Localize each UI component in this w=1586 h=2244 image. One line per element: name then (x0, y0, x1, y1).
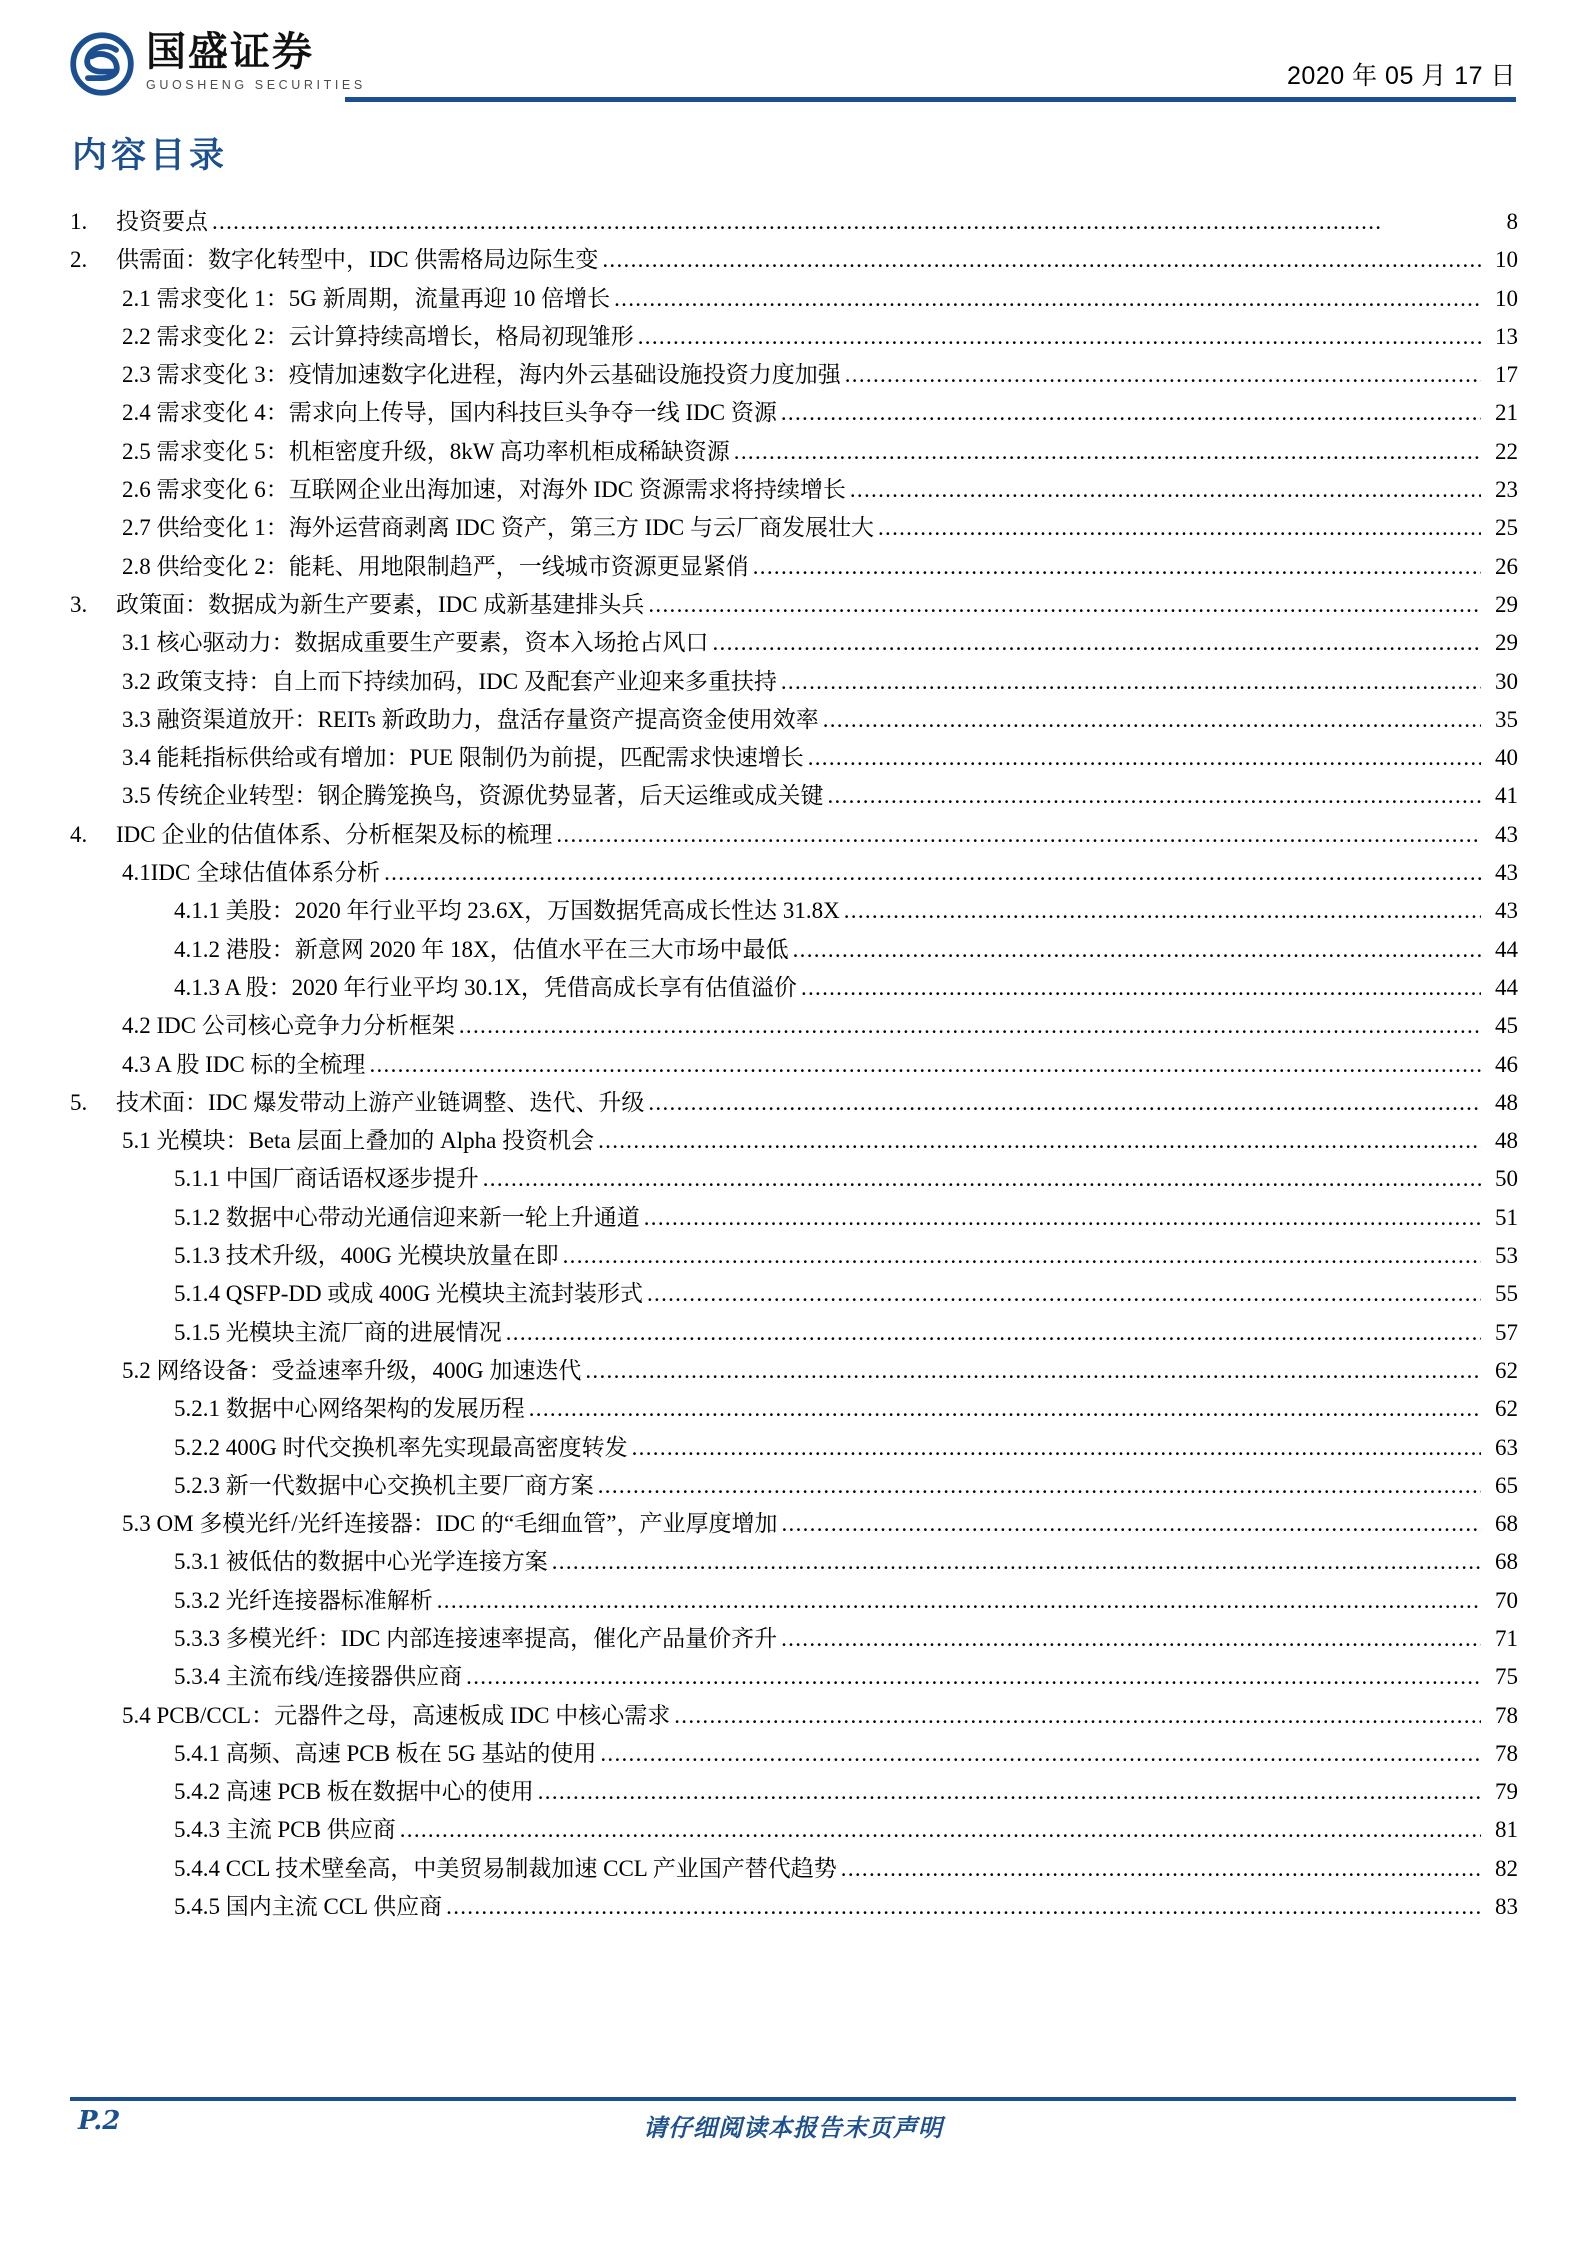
toc-entry-page: 44 (1495, 974, 1518, 1000)
toc-entry-number: 3. (70, 591, 88, 617)
toc-entry-page: 35 (1495, 706, 1518, 732)
toc-entry-label: 5.3.3 多模光纤：IDC 内部连接速率提高，催化产品量价齐升 (174, 1625, 778, 1651)
toc-leader-dots (602, 248, 1481, 271)
toc-entry[interactable] (70, 280, 1518, 318)
toc-entry-page: 29 (1495, 630, 1518, 656)
footer-disclaimer: 请仔细阅读本报告末页声明 (643, 2116, 943, 2142)
toc-leader-dots (563, 1244, 1481, 1267)
toc-leader-dots (648, 593, 1481, 616)
toc-entry[interactable] (70, 1084, 1518, 1122)
toc-entry[interactable] (70, 1237, 1518, 1275)
toc-entry-label: 5.1.2 数据中心带动光通信迎来新一轮上升通道 (174, 1204, 640, 1230)
toc-entry-page: 30 (1495, 668, 1518, 694)
toc-entry-page: 78 (1495, 1702, 1518, 1728)
toc-leader-dots (400, 1818, 1481, 1841)
toc-entry-label: 3.1 核心驱动力：数据成重要生产要素，资本入场抢占风口 (122, 630, 709, 656)
toc-entry-number: 4. (70, 821, 88, 847)
toc-entry-page: 26 (1495, 553, 1518, 579)
toc-entry-label: 5.1.5 光模块主流厂商的进展情况 (174, 1319, 502, 1345)
toc-entry[interactable] (70, 1390, 1518, 1428)
toc-entry-label: 4.1.2 港股：新意网 2020 年 18X，估值水平在三大市场中最低 (174, 936, 789, 962)
toc-entry[interactable] (70, 318, 1518, 356)
toc-entry[interactable] (70, 701, 1518, 739)
toc-entry-label: 5.4.1 高频、高速 PCB 板在 5G 基站的使用 (174, 1740, 597, 1766)
toc-entry[interactable] (70, 663, 1518, 701)
toc-leader-dots (713, 631, 1482, 654)
toc-leader-dots (638, 325, 1481, 348)
toc-leader-dots (734, 440, 1481, 463)
toc-entry[interactable] (70, 356, 1518, 394)
toc-entry-label: 5.4.2 高速 PCB 板在数据中心的使用 (174, 1779, 534, 1805)
toc-entry[interactable] (70, 1199, 1518, 1237)
report-date: 2020 年 05 月 17 日 (1287, 62, 1516, 90)
toc-entry-label: 5.4.3 主流 PCB 供应商 (174, 1817, 396, 1843)
page-header (0, 0, 1586, 118)
toc-leader-dots (781, 1627, 1481, 1650)
toc-entry[interactable] (70, 1811, 1518, 1849)
toc-entry-number: 5. (70, 1089, 88, 1115)
toc-entry-page: 68 (1495, 1549, 1518, 1575)
toc-entry-label: 5.1.3 技术升级，400G 光模块放量在即 (174, 1243, 559, 1269)
toc-leader-dots (823, 708, 1481, 731)
toc-leader-dots (614, 287, 1481, 310)
toc-entry-page: 75 (1495, 1664, 1518, 1690)
toc-entry-label: 5.4.4 CCL 技术壁垒高，中美贸易制裁加速 CCL 产业国产替代趋势 (174, 1855, 837, 1881)
toc-entry[interactable] (70, 1658, 1518, 1696)
toc-leader-dots (878, 516, 1481, 539)
toc-entry[interactable] (70, 1850, 1518, 1888)
toc-leader-dots (446, 1895, 1481, 1918)
toc-entry-page: 17 (1495, 362, 1518, 388)
brand-wordmark (146, 30, 366, 92)
page-footer (70, 2106, 1516, 2150)
toc-entry[interactable] (70, 586, 1518, 624)
toc-entry-label: 4.1IDC 全球估值体系分析 (122, 860, 381, 886)
toc-entry-label: 3.4 能耗指标供给或有增加：PUE 限制仍为前提，匹配需求快速增长 (122, 745, 804, 771)
toc-leader-dots (753, 555, 1481, 578)
toc-entry[interactable] (70, 203, 1518, 241)
toc-entry-label: 5.1 光模块：Beta 层面上叠加的 Alpha 投资机会 (122, 1128, 595, 1154)
toc-leader-dots (781, 1512, 1481, 1535)
brand-logo (70, 30, 366, 96)
toc-entry-number: 1. (70, 209, 88, 234)
toc-entry-label: 供需面：数字化转型中，IDC 供需格局边际生变 (116, 247, 599, 273)
toc-entry-page: 10 (1495, 285, 1518, 311)
toc-entry-label: 2.5 需求变化 5：机柜密度升级，8kW 高功率机柜成稀缺资源 (122, 438, 730, 464)
toc-entry-number: 2. (70, 247, 88, 273)
toc-entry[interactable] (70, 1046, 1518, 1084)
toc-entry[interactable] (70, 1314, 1518, 1352)
toc-entry[interactable] (70, 1620, 1518, 1658)
toc-entry-label: 5.1.4 QSFP-DD 或成 400G 光模块主流封装形式 (174, 1281, 643, 1307)
toc-entry-page: 23 (1495, 477, 1518, 503)
toc-entry[interactable] (70, 1543, 1518, 1581)
toc-entry-label: 5.3 OM 多模光纤/光纤连接器：IDC 的“毛细血管”，产业厚度增加 (122, 1511, 778, 1537)
toc-entry-label: 3.5 传统企业转型：钢企腾笼换鸟，资源优势显著，后天运维或成关键 (122, 783, 824, 809)
toc-entry-page: 29 (1495, 591, 1518, 617)
toc-entry-page: 43 (1495, 821, 1518, 847)
toc-entry-label: 3.3 融资渠道放开：REITs 新政助力，盘活存量资产提高资金使用效率 (122, 706, 819, 732)
header-divider (345, 97, 1516, 102)
toc-leader-dots (529, 1397, 1481, 1420)
toc-entry-page: 45 (1495, 1013, 1518, 1039)
toc-leader-dots (674, 1704, 1481, 1727)
toc-entry-label: 2.6 需求变化 6：互联网企业出海加速，对海外 IDC 资源需求将持续增长 (122, 477, 846, 503)
toc-entry-page: 21 (1495, 400, 1518, 426)
toc-leader-dots (801, 976, 1481, 999)
toc-entry-label: 投资要点 (116, 209, 208, 234)
toc-entry-page: 78 (1495, 1740, 1518, 1766)
toc-leader-dots (808, 746, 1481, 769)
toc-entry-page: 81 (1495, 1817, 1518, 1843)
toc-leader-dots (483, 1167, 1481, 1190)
toc-entry-page: 48 (1495, 1128, 1518, 1154)
toc-entry-page: 62 (1495, 1357, 1518, 1383)
toc-entry-page: 55 (1495, 1281, 1518, 1307)
toc-leader-dots (556, 823, 1481, 846)
toc-entry-page: 65 (1495, 1472, 1518, 1498)
toc-entry-page: 25 (1495, 515, 1518, 541)
toc-leader-dots (632, 1436, 1481, 1459)
toc-leader-dots (466, 1665, 1481, 1688)
toc-entry-label: 5.1.1 中国厂商话语权逐步提升 (174, 1166, 479, 1192)
toc-entry-page: 53 (1495, 1243, 1518, 1269)
toc-entry-label: 5.3.1 被低估的数据中心光学连接方案 (174, 1549, 548, 1575)
toc-leader-dots (598, 1474, 1481, 1497)
toc-entry-page: 43 (1495, 860, 1518, 886)
toc-entry-page: 63 (1495, 1434, 1518, 1460)
toc-entry[interactable] (70, 624, 1518, 662)
footer-page-number: P.2 (78, 2106, 121, 2136)
toc-leader-dots (841, 1857, 1481, 1880)
toc-entry-page: 62 (1495, 1396, 1518, 1422)
toc-leader-dots (850, 478, 1481, 501)
toc-entry-page: 46 (1495, 1051, 1518, 1077)
toc-entry[interactable] (70, 1773, 1518, 1811)
toc-entry-label: 5.4.5 国内主流 CCL 供应商 (174, 1894, 443, 1920)
toc-leader-dots (506, 1321, 1481, 1344)
toc-entry[interactable] (70, 1505, 1518, 1543)
toc-entry[interactable] (70, 931, 1518, 969)
toc-entry-page: 41 (1495, 783, 1518, 809)
toc-entry-label: 2.7 供给变化 1：海外运营商剥离 IDC 资产，第三方 IDC 与云厂商发展壮大 (122, 515, 874, 541)
footer-divider (70, 2097, 1516, 2101)
toc-entry-label: 5.2.3 新一代数据中心交换机主要厂商方案 (174, 1472, 594, 1498)
toc-entry-label: IDC 企业的估值体系、分析框架及标的梳理 (116, 821, 553, 847)
toc-entry-page: 68 (1495, 1511, 1518, 1537)
toc-entry-page: 79 (1495, 1779, 1518, 1805)
toc-leader-dots (437, 1589, 1481, 1612)
toc-entry-label: 2.8 供给变化 2：能耗、用地限制趋严，一线城市资源更显紧俏 (122, 553, 749, 579)
toc-leader-dots (212, 210, 1481, 233)
toc-entry-page: 13 (1495, 323, 1518, 349)
toc-entry[interactable] (70, 241, 1518, 279)
toc-entry-label: 5.2.2 400G 时代交换机率先实现最高密度转发 (174, 1434, 628, 1460)
table-of-contents (70, 203, 1518, 1926)
toc-entry[interactable] (70, 509, 1518, 547)
toc-entry[interactable] (70, 433, 1518, 471)
toc-leader-dots (384, 861, 1481, 884)
toc-entry-page: 51 (1495, 1204, 1518, 1230)
toc-entry-label: 4.1.3 A 股：2020 年行业平均 30.1X，凭借高成长享有估值溢价 (174, 974, 797, 1000)
toc-leader-dots (845, 363, 1481, 386)
toc-entry[interactable] (70, 1007, 1518, 1045)
toc-entry-label: 4.3 A 股 IDC 标的全梳理 (122, 1051, 366, 1077)
toc-leader-dots (648, 1091, 1481, 1114)
toc-entry-label: 4.1.1 美股：2020 年行业平均 23.6X，万国数据凭高成长性达 31.8X (174, 898, 840, 924)
toc-entry-page: 40 (1495, 745, 1518, 771)
toc-entry[interactable] (70, 394, 1518, 432)
toc-leader-dots (552, 1550, 1481, 1573)
toc-entry-label: 4.2 IDC 公司核心竞争力分析框架 (122, 1013, 455, 1039)
toc-entry-page: 82 (1495, 1855, 1518, 1881)
toc-entry-label: 技术面：IDC 爆发带动上游产业链调整、迭代、升级 (116, 1089, 645, 1115)
toc-entry-page: 71 (1495, 1625, 1518, 1651)
toc-leader-dots (369, 1053, 1481, 1076)
toc-entry-page: 43 (1495, 898, 1518, 924)
toc-entry-page: 70 (1495, 1587, 1518, 1613)
toc-entry[interactable] (70, 548, 1518, 586)
toc-entry-label: 2.4 需求变化 4：需求向上传导，国内科技巨头争夺一线 IDC 资源 (122, 400, 777, 426)
toc-entry[interactable] (70, 1160, 1518, 1198)
toc-entry-label: 5.2 网络设备：受益速率升级，400G 加速迭代 (122, 1357, 582, 1383)
toc-entry[interactable] (70, 892, 1518, 930)
toc-leader-dots (598, 1129, 1481, 1152)
toc-entry[interactable] (70, 1735, 1518, 1773)
toc-entry[interactable] (70, 1697, 1518, 1735)
toc-leader-dots (828, 784, 1482, 807)
toc-leader-dots (647, 1282, 1481, 1305)
toc-entry[interactable] (70, 1352, 1518, 1390)
toc-entry-page: 48 (1495, 1089, 1518, 1115)
toc-entry[interactable] (70, 1888, 1518, 1926)
toc-entry-page: 83 (1495, 1894, 1518, 1920)
toc-entry-label: 政策面：数据成为新生产要素，IDC 成新基建排头兵 (116, 591, 645, 617)
toc-entry[interactable] (70, 1429, 1518, 1467)
toc-entry-label: 3.2 政策支持：自上而下持续加码，IDC 及配套产业迎来多重扶持 (122, 668, 777, 694)
toc-entry-page: 44 (1495, 936, 1518, 962)
toc-leader-dots (585, 1359, 1481, 1382)
toc-leader-dots (844, 899, 1481, 922)
toc-entry[interactable] (70, 739, 1518, 777)
toc-entry-label: 2.2 需求变化 2：云计算持续高增长，格局初现雏形 (122, 323, 634, 349)
toc-entry[interactable] (70, 471, 1518, 509)
toc-entry-page: 8 (1506, 209, 1518, 234)
toc-leader-dots (600, 1742, 1481, 1765)
toc-entry[interactable] (70, 816, 1518, 854)
toc-entry-page: 50 (1495, 1166, 1518, 1192)
toc-entry-label: 5.4 PCB/CCL：元器件之母，高速板成 IDC 中核心需求 (122, 1702, 671, 1728)
toc-entry-page: 57 (1495, 1319, 1518, 1345)
toc-entry-label: 5.3.4 主流布线/连接器供应商 (174, 1664, 463, 1690)
toc-entry-label: 5.2.1 数据中心网络架构的发展历程 (174, 1396, 525, 1422)
toc-leader-dots (538, 1780, 1481, 1803)
toc-entry[interactable] (70, 777, 1518, 815)
guosheng-logo-icon (70, 32, 134, 96)
toc-entry[interactable] (70, 854, 1518, 892)
toc-entry-label: 2.3 需求变化 3：疫情加速数字化进程，海内外云基础设施投资力度加强 (122, 362, 841, 388)
toc-leader-dots (459, 1014, 1481, 1037)
toc-leader-dots (793, 938, 1481, 961)
page-title: 内容目录 (72, 135, 229, 176)
toc-entry-label: 2.1 需求变化 1：5G 新周期，流量再迎 10 倍增长 (122, 285, 611, 311)
toc-leader-dots (781, 670, 1481, 693)
toc-entry[interactable] (70, 1122, 1518, 1160)
brand-name-cn: 国盛证券 (146, 28, 314, 75)
brand-name-en: GUOSHENG SECURITIES (146, 78, 366, 92)
toc-entry-page: 10 (1495, 247, 1518, 273)
toc-entry[interactable] (70, 1467, 1518, 1505)
toc-leader-dots (781, 401, 1481, 424)
toc-leader-dots (644, 1206, 1481, 1229)
toc-entry[interactable] (70, 969, 1518, 1007)
toc-entry-page: 22 (1495, 438, 1518, 464)
toc-entry[interactable] (70, 1275, 1518, 1313)
toc-entry-label: 5.3.2 光纤连接器标准解析 (174, 1587, 433, 1613)
toc-entry[interactable] (70, 1582, 1518, 1620)
